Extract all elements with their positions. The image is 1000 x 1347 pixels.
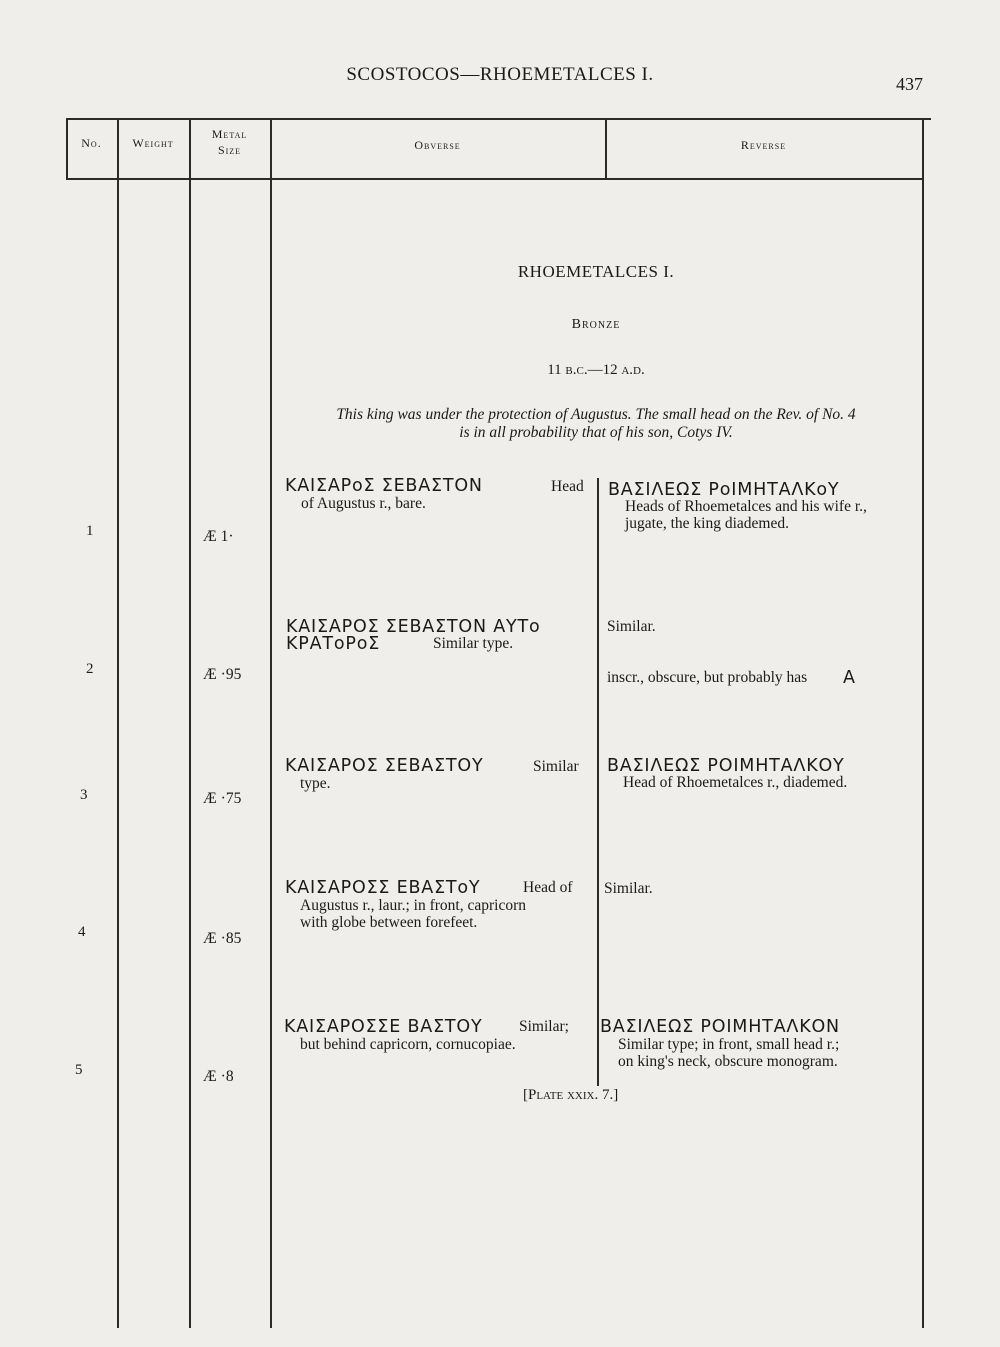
table-right-rule bbox=[922, 118, 924, 1328]
page-number: 437 bbox=[896, 74, 923, 94]
row-2-number: 2 bbox=[86, 661, 94, 677]
table-top-rule bbox=[66, 118, 931, 120]
plate-reference: [Plate xxix. 7.] bbox=[523, 1087, 619, 1103]
row-5-obverse-legend-tail: Similar; bbox=[519, 1018, 569, 1035]
section-note-line-2: is in all probability that of his son, Cotys IV. bbox=[459, 424, 733, 441]
row-5-reverse-description-1: Similar type; in front, small head r.; bbox=[618, 1036, 840, 1053]
col-header-no: No. bbox=[81, 136, 102, 150]
row-3-obverse-legend-tail: Similar bbox=[533, 758, 579, 775]
row-2-obverse-description: Similar type. bbox=[433, 635, 514, 652]
row-4-obverse-legend: ΚΑΙΣΑΡΟΣΣ ΕΒΑΣΤοΥ bbox=[285, 878, 481, 898]
row-4-metal-size: Æ ·85 bbox=[203, 930, 242, 947]
row-4-reverse-description: Similar. bbox=[604, 880, 653, 897]
row-5-reverse-description-2: on king's neck, obscure monogram. bbox=[618, 1053, 838, 1070]
section-note-line-1: This king was under the protection of Augustus. The small head on the Rev. of No. 4 bbox=[336, 406, 856, 423]
col-header-metal: Metal bbox=[211, 127, 248, 141]
col-rule-2 bbox=[189, 118, 191, 1328]
row-1-reverse-description-2: jugate, the king diademed. bbox=[625, 515, 789, 532]
row-4-number: 4 bbox=[78, 924, 86, 940]
row-2-reverse-letter: Α bbox=[843, 668, 856, 688]
col-rule-1 bbox=[117, 118, 119, 1328]
col-header-reverse: Reverse bbox=[740, 138, 787, 152]
row-5-metal-size: Æ ·8 bbox=[203, 1068, 234, 1085]
row-3-reverse-legend: ΒΑΣΙΛΕΩΣ ΡΟΙΜΗΤΑΛΚΟΥ bbox=[607, 756, 845, 776]
row-2-reverse-description-2: inscr., obscure, but probably has bbox=[607, 669, 808, 686]
header-bottom-rule bbox=[66, 178, 923, 180]
section-date: 11 b.c.—12 a.d. bbox=[547, 362, 645, 378]
section-title: RHOEMETALCES I. bbox=[517, 262, 675, 281]
row-3-reverse-description: Head of Rhoemetalces r., diademed. bbox=[623, 774, 848, 791]
row-4-obverse-description-1: Augustus r., laur.; in front, capricorn bbox=[300, 897, 526, 914]
section-subtitle: Bronze bbox=[571, 317, 621, 332]
row-1-obverse-description: of Augustus r., bare. bbox=[301, 495, 426, 512]
col-header-size: Size bbox=[217, 143, 242, 157]
row-5-number: 5 bbox=[75, 1062, 83, 1078]
row-1-reverse-legend: ΒΑΣΙΛΕΩΣ ΡοΙΜΗΤΑΛΚοΥ bbox=[608, 480, 840, 500]
row-4-obverse-legend-tail: Head of bbox=[523, 879, 573, 896]
row-3-obverse-description: type. bbox=[300, 775, 331, 792]
running-title: SCOSTOCOS—RHOEMETALCES I. bbox=[346, 64, 654, 85]
row-2-obverse-legend-1: ΚΑΙΣΑΡΟΣ ΣΕΒΑΣΤΟΝ ΑΥΤο bbox=[286, 617, 541, 637]
row-2-reverse-description-1: Similar. bbox=[607, 618, 656, 635]
row-5-reverse-legend: ΒΑΣΙΛΕΩΣ ΡΟΙΜΗΤΑΛΚΟΝ bbox=[600, 1017, 840, 1037]
row-3-number: 3 bbox=[80, 787, 88, 803]
row-4-obverse-description-2: with globe between forefeet. bbox=[300, 914, 478, 931]
col-rule-4-lower bbox=[597, 478, 599, 1086]
row-1-reverse-description-1: Heads of Rhoemetalces and his wife r., bbox=[625, 498, 867, 515]
row-3-obverse-legend: ΚΑΙΣΑΡΟΣ ΣΕΒΑΣΤΟΥ bbox=[285, 756, 484, 776]
row-3-metal-size: Æ ·75 bbox=[203, 790, 242, 807]
row-1-obverse-legend: ΚΑΙΣΑΡοΣ ΣΕΒΑΣΤΟΝ bbox=[285, 476, 483, 496]
col-header-weight: Weight bbox=[132, 136, 174, 150]
row-2-obverse-legend-2: ΚΡΑΤοΡοΣ bbox=[286, 634, 381, 654]
row-1-metal-size: Æ 1· bbox=[203, 528, 234, 545]
row-1-number: 1 bbox=[86, 523, 94, 539]
row-1-obverse-legend-tail: Head bbox=[551, 478, 584, 495]
col-header-obverse: Obverse bbox=[414, 138, 461, 152]
col-rule-3 bbox=[270, 118, 272, 1328]
row-2-metal-size: Æ ·95 bbox=[203, 666, 242, 683]
row-5-obverse-legend: ΚΑΙΣΑΡΟΣΣΕ ΒΑΣΤΟΥ bbox=[284, 1017, 483, 1037]
row-5-obverse-description: but behind capricorn, cornucopiae. bbox=[300, 1036, 516, 1053]
